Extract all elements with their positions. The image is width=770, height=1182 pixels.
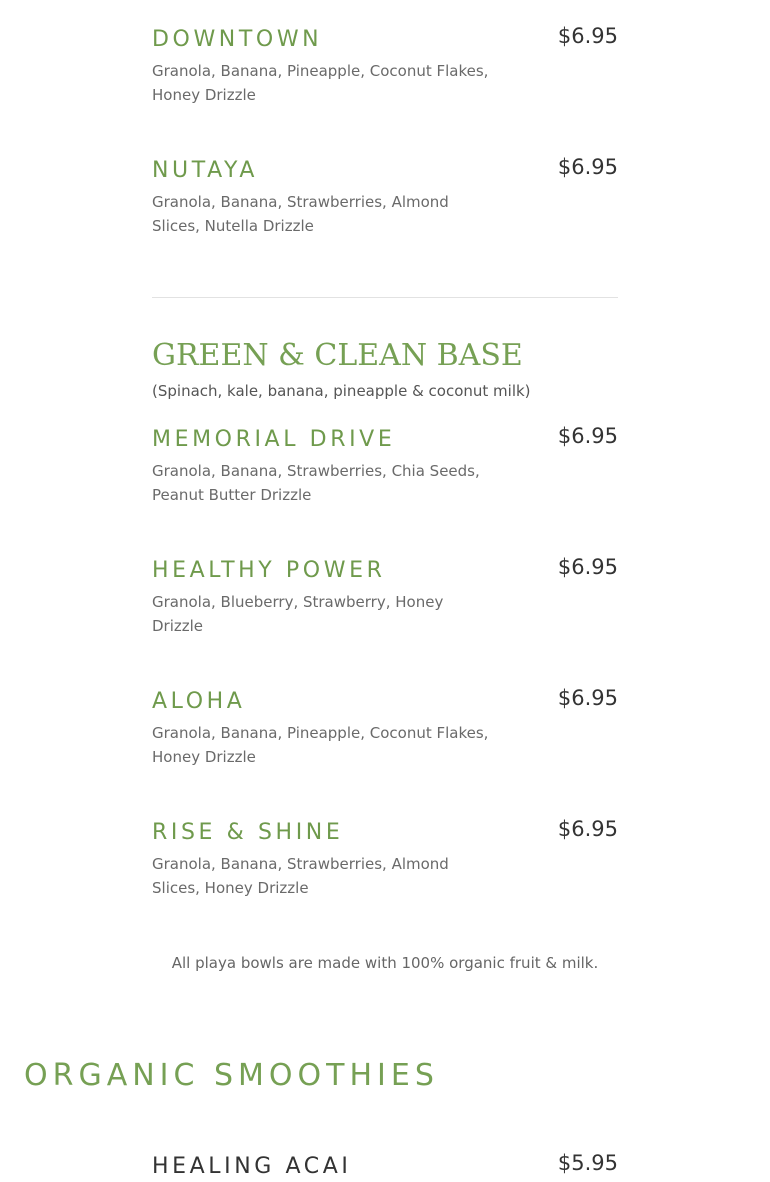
section-subtitle: (Spinach, kale, banana, pineapple & coconut milk) bbox=[152, 382, 531, 400]
section-heading: ORGANIC SMOOTHIES bbox=[24, 1058, 439, 1093]
item-price: $6.95 bbox=[557, 555, 618, 579]
footnote: All playa bowls are made with 100% organic fruit & milk. bbox=[171, 954, 599, 972]
item-price: $6.95 bbox=[557, 817, 618, 841]
item-name: RISE & SHINE bbox=[152, 820, 344, 845]
item-description: Granola, Banana, Strawberries, Chia Seeds, Peanut Butter Drizzle bbox=[152, 462, 480, 504]
item-description: Granola, Banana, Pineapple, Coconut Flakes, Honey Drizzle bbox=[152, 62, 489, 104]
item-name: HEALTHY POWER bbox=[152, 558, 386, 583]
item-name: DOWNTOWN bbox=[152, 27, 323, 52]
section-divider bbox=[152, 297, 618, 298]
item-price: $6.95 bbox=[557, 686, 618, 710]
section-title: GREEN & CLEAN BASE bbox=[152, 338, 523, 373]
item-price: $6.95 bbox=[557, 155, 618, 179]
item-description: Granola, Banana, Strawberries, Almond Slices, Honey Drizzle bbox=[152, 855, 449, 897]
item-price: $6.95 bbox=[557, 24, 618, 48]
item-name: NUTAYA bbox=[152, 158, 259, 183]
item-description: Granola, Banana, Strawberries, Almond Slices, Nutella Drizzle bbox=[152, 193, 449, 235]
item-price: $5.95 bbox=[557, 1151, 618, 1175]
item-name: ALOHA bbox=[152, 689, 246, 714]
item-name: HEALING ACAI bbox=[152, 1154, 352, 1179]
item-price: $6.95 bbox=[557, 424, 618, 448]
item-description: Granola, Blueberry, Strawberry, Honey Drizzle bbox=[152, 593, 444, 635]
item-name: MEMORIAL DRIVE bbox=[152, 427, 396, 452]
item-description: Granola, Banana, Pineapple, Coconut Flakes, Honey Drizzle bbox=[152, 724, 489, 766]
